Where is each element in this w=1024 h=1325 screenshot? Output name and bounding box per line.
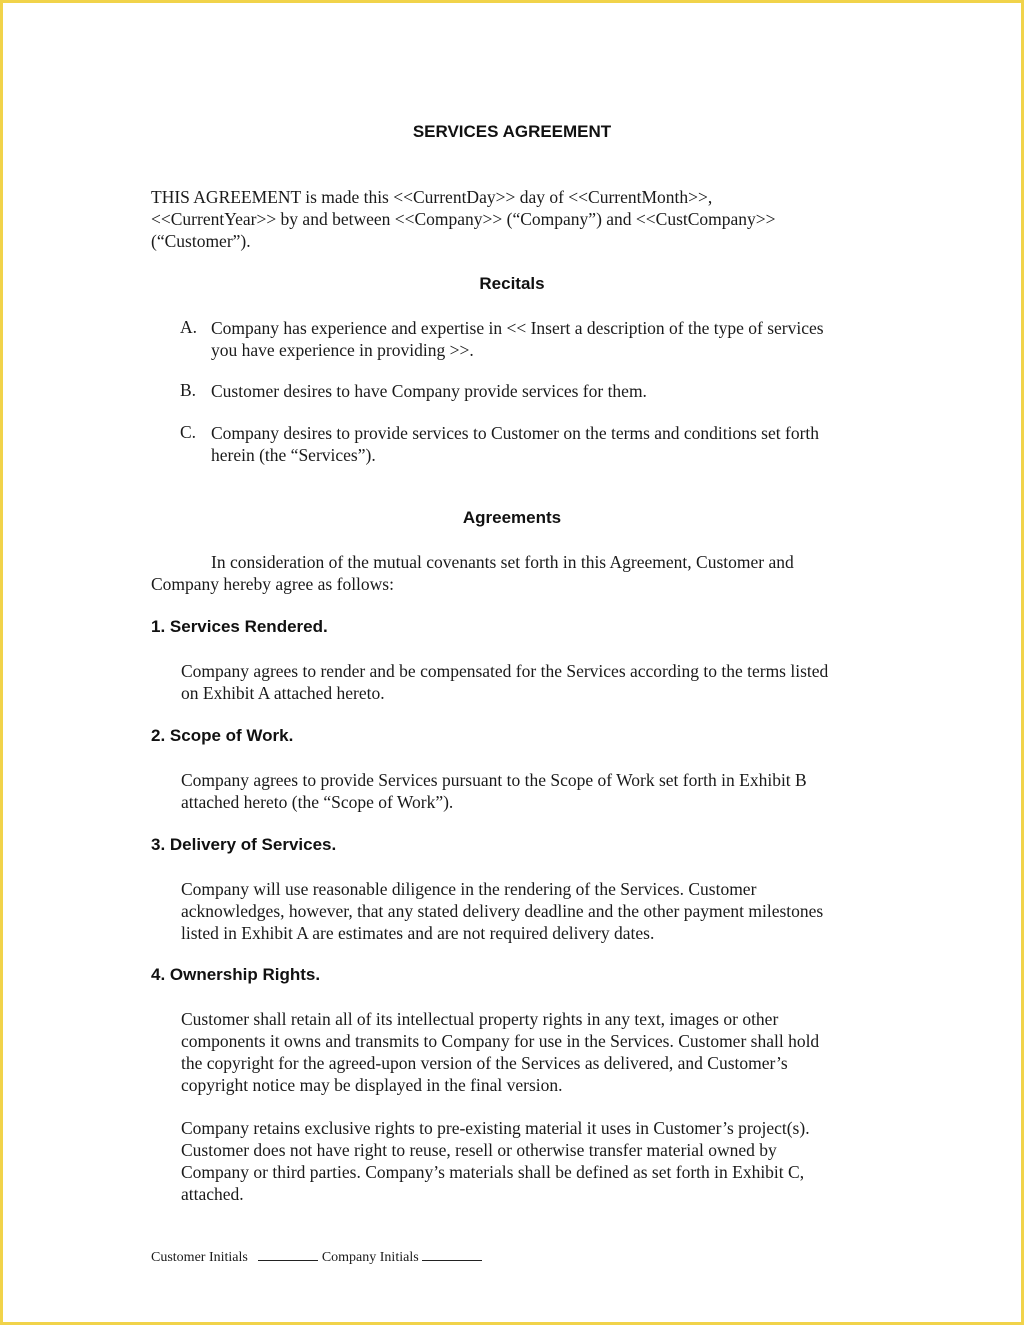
company-initials-blank[interactable] [422, 1248, 482, 1261]
section-4-p1-line-2: components it owns and transmits to Company for use in the Services. Customer shall hold [181, 1031, 820, 1051]
recital-letter-a: A. [180, 317, 198, 337]
recital-a-line-2: you have experience in providing >>. [211, 340, 474, 360]
document-title: SERVICES AGREEMENT [412, 122, 612, 141]
intro-line-1: THIS AGREEMENT is made this <<CurrentDay>> day of <<CurrentMonth>>, [151, 187, 713, 207]
company-initials-label: Company Initials [321, 1250, 419, 1265]
section-4-p1-line-4: copyright notice may be displayed in the final version. [181, 1075, 563, 1095]
section-3-line-2: acknowledges, however, that any stated delivery deadline and the other payment milestones [181, 901, 824, 921]
recital-c-line-1: Company desires to provide services to Customer on the terms and conditions set forth [211, 423, 820, 443]
section-2-heading: 2. Scope of Work. [151, 726, 294, 745]
recital-letter-c: C. [180, 422, 197, 442]
section-1-heading: 1. Services Rendered. [151, 617, 328, 636]
section-3-line-1: Company will use reasonable diligence in the rendering of the Services. Customer [181, 879, 757, 899]
recitals-heading: Recitals [479, 274, 545, 293]
recital-letter-b: B. [180, 380, 197, 400]
customer-initials-blank[interactable] [258, 1248, 318, 1261]
section-4-p2-line-3: Company or third parties. Company’s materials shall be defined as set forth in Exhibit C, [181, 1162, 805, 1182]
section-1-line-1: Company agrees to render and be compensated for the Services according to the terms listed [181, 661, 829, 681]
intro-line-3: (“Customer”). [151, 231, 251, 251]
agreements-line-1: In consideration of the mutual covenants set forth in this Agreement, Customer and [211, 552, 794, 572]
intro-line-2: <<CurrentYear>> by and between <<Company>> (“Company”) and <<CustCompany>> [151, 209, 776, 229]
section-2-line-2: attached hereto (the “Scope of Work”). [181, 792, 454, 812]
section-2-line-1: Company agrees to provide Services pursuant to the Scope of Work set forth in Exhibit B [181, 770, 807, 790]
section-4-p2-line-2: Customer does not have right to reuse, resell or otherwise transfer material owned by [181, 1140, 777, 1160]
section-4-heading: 4. Ownership Rights. [151, 965, 321, 984]
section-1-line-2: on Exhibit A attached hereto. [181, 683, 385, 703]
section-4-p1-line-1: Customer shall retain all of its intellectual property rights in any text, images or other [181, 1009, 779, 1029]
section-3-line-3: listed in Exhibit A are estimates and are not required delivery dates. [181, 923, 655, 943]
section-4-p1-line-3: the copyright for the agreed-upon version of the Services as delivered, and Customer’s [181, 1053, 788, 1073]
section-4-p2-line-1: Company retains exclusive rights to pre-existing material it uses in Customer’s project(s). [181, 1118, 810, 1138]
section-4-p2-line-4: attached. [181, 1184, 244, 1204]
customer-initials-label: Customer Initials [151, 1250, 248, 1265]
initials-footer [151, 1248, 482, 1266]
recital-c-line-2: herein (the “Services”). [211, 445, 376, 465]
agreements-line-2: Company hereby agree as follows: [151, 574, 394, 594]
agreements-heading: Agreements [462, 508, 562, 527]
recital-b-line-1: Customer desires to have Company provide services for them. [211, 381, 647, 401]
recital-a-line-1: Company has experience and expertise in << Insert a description of the type of services [211, 318, 824, 338]
section-3-heading: 3. Delivery of Services. [151, 835, 337, 854]
